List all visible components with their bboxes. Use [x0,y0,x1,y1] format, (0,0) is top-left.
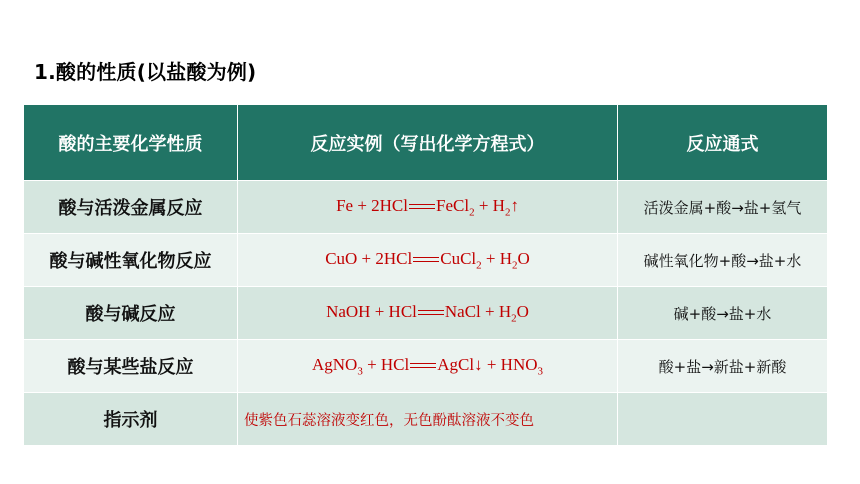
equation-product-part: AgCl↓ + HNO [437,354,538,374]
subscript: 2 [476,259,482,272]
subscript: 2 [504,206,511,219]
subscript: 3 [537,365,544,378]
header-example: 反应实例（写出化学方程式） [238,105,618,181]
equation-cell [238,340,618,393]
equation-reactant-part: + HCl [362,354,410,374]
equation-reactants: NaOH + HCl [326,301,417,321]
equals-sign [409,202,435,212]
header-general: 反应通式 [618,105,828,181]
equation-reactants: Fe + 2HCl [336,195,408,215]
property-cell: 酸与碱反应 [24,287,238,340]
acid-properties-table [23,104,828,446]
equation-product-part: O [516,301,529,321]
property-cell: 酸与碱性氧化物反应 [24,234,238,287]
equation-reactant-part: AgNO [311,354,358,374]
equation-product-part: FeCl [436,195,470,215]
property-cell: 酸与某些盐反应 [24,340,238,393]
equals-sign [410,361,436,371]
equation-product-part: + H [481,248,513,268]
table-row [24,393,828,446]
equation-cell [238,234,618,287]
equation-product-part: + H [474,195,505,215]
general-formula-cell: 碱性氧化物+酸→盐+水 [618,234,828,287]
table-row [24,340,828,393]
property-cell: 酸与活泼金属反应 [24,181,238,234]
general-formula-cell: 酸+盐→新盐+新酸 [618,340,828,393]
subscript: 2 [512,259,518,272]
equation-reactants: CuO + 2HCl [325,248,413,268]
general-formula-cell [618,393,828,446]
subscript: 2 [469,206,475,219]
table-header-row [24,105,828,181]
table-row [24,181,828,234]
indicator-text-cell: 使紫色石蕊溶液变红色，无色酚酞溶液不变色 [238,393,618,446]
equation-cell [238,181,618,234]
equation-product-part: NaCl + H [444,301,512,321]
general-formula-cell: 活泼金属+酸→盐+氢气 [618,181,828,234]
gas-arrow: ↑ [510,195,519,215]
table-row [24,287,828,340]
header-property: 酸的主要化学性质 [24,105,238,181]
subscript: 2 [511,312,517,325]
subscript: 3 [357,365,363,378]
section-title: 1.酸的性质(以盐酸为例) [34,60,257,84]
equation-product-part: O [517,248,530,268]
property-cell: 指示剂 [24,393,238,446]
equation-cell [238,287,618,340]
general-formula-cell: 碱+酸→盐+水 [618,287,828,340]
table-row [24,234,828,287]
equation-product-part: CuCl [440,248,477,268]
equals-sign [418,308,444,318]
equals-sign [413,255,439,265]
